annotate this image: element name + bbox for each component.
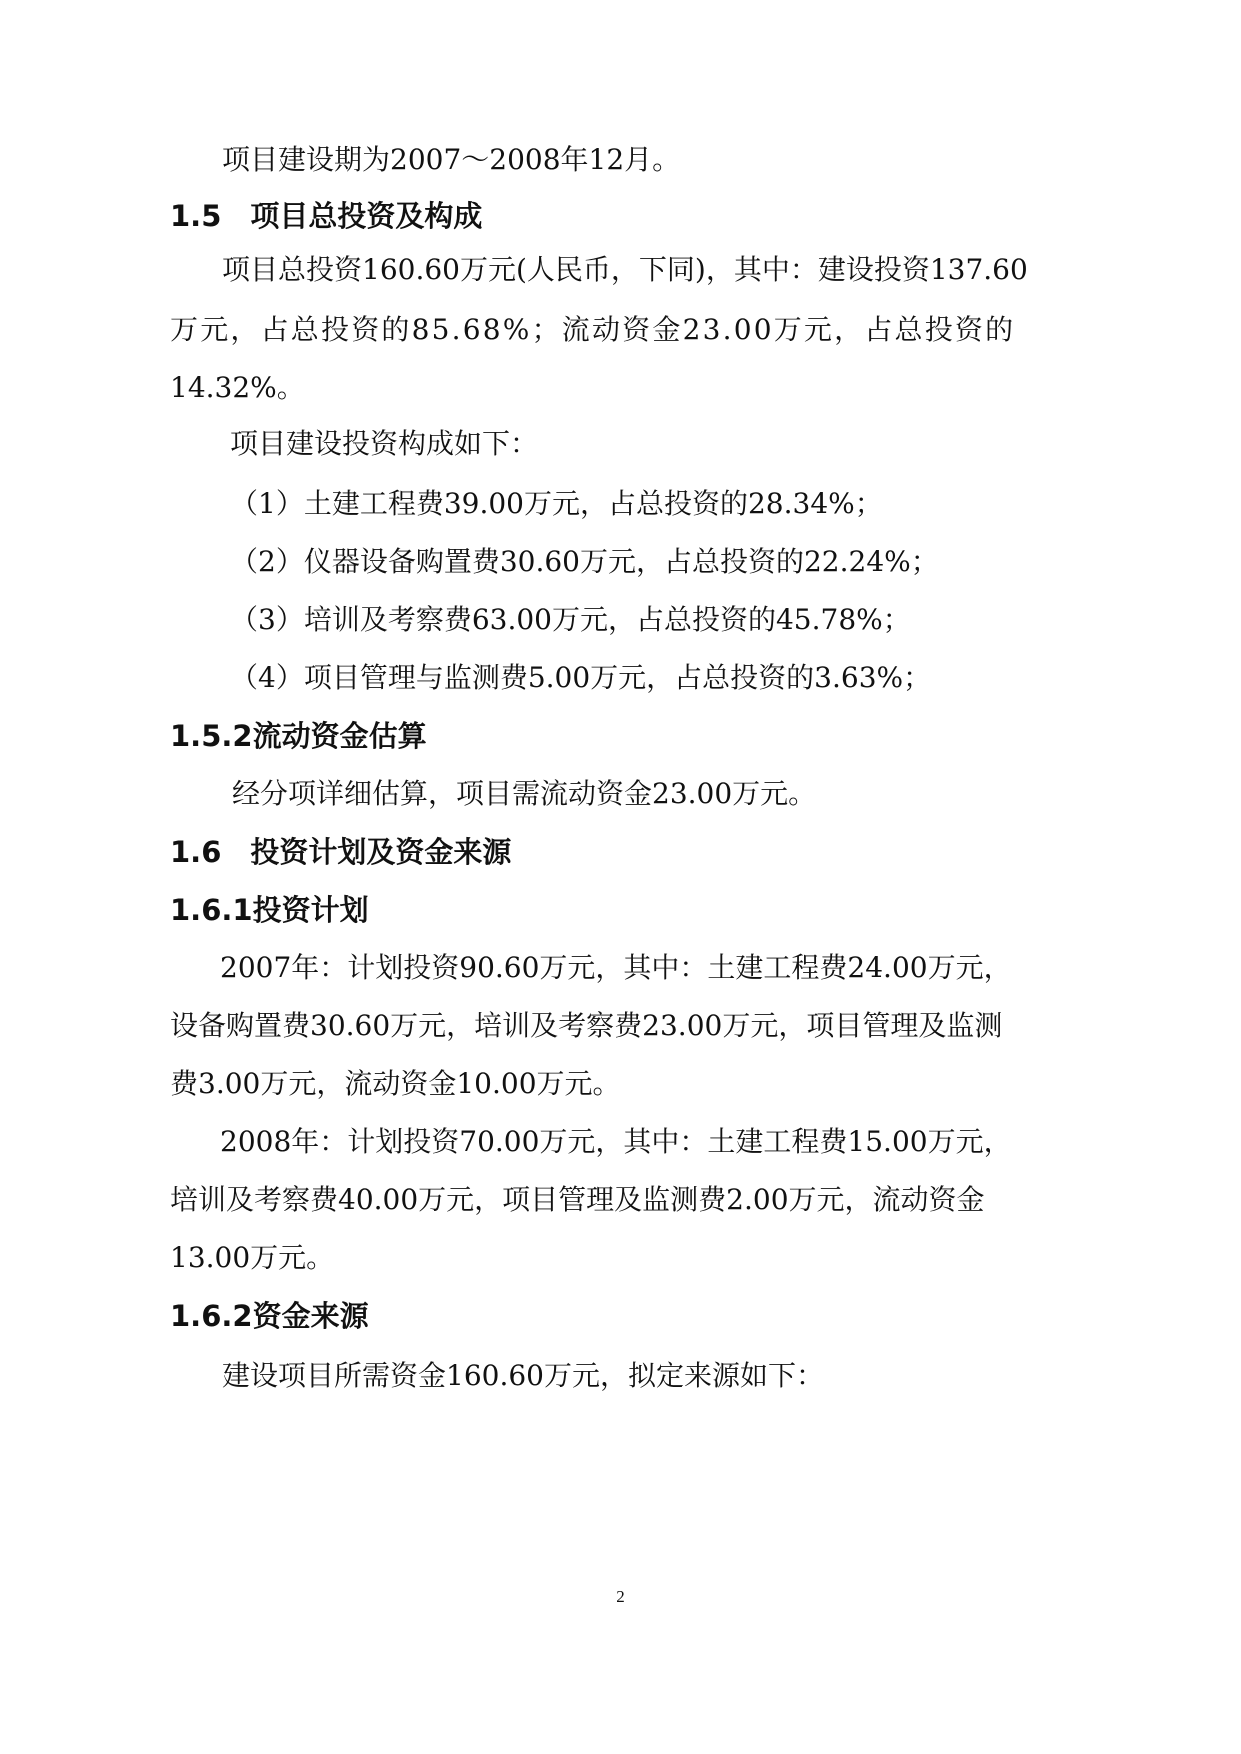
- paragraph-construction-period: 项目建设期为2007～2008年12月。: [222, 143, 681, 176]
- list-item-training: （3）培训及考察费63.00万元，占总投资的45.78%；: [230, 603, 911, 636]
- paragraph-investment-composition: 项目建设投资构成如下：: [230, 427, 539, 460]
- paragraph-working-capital: 经分项详细估算，项目需流动资金23.00万元。: [232, 777, 817, 810]
- paragraph-plan-2008-line-1: 2008年：计划投资70.00万元，其中：土建工程费15.00万元，: [220, 1125, 1012, 1158]
- paragraph-total-investment-line-3: 14.32%。: [170, 371, 305, 404]
- paragraph-plan-2007-line-3: 费3.00万元，流动资金10.00万元。: [170, 1067, 621, 1100]
- list-item-equipment-purchase: （2）仪器设备购置费30.60万元，占总投资的22.24%；: [230, 545, 939, 578]
- section-heading-1-6: 1.6 投资计划及资金来源: [170, 835, 512, 869]
- section-heading-1-5: 1.5 项目总投资及构成: [170, 199, 483, 233]
- paragraph-funding-source: 建设项目所需资金160.60万元，拟定来源如下：: [222, 1359, 824, 1392]
- section-heading-1-6-1: 1.6.1投资计划: [170, 893, 369, 927]
- paragraph-total-investment-line-1: [222, 250, 1028, 290]
- paragraph-text: 项目总投资160.60万元(人民币，下同)，其中：建设投资137.60: [222, 253, 1028, 286]
- paragraph-plan-2008-line-2: 培训及考察费40.00万元，项目管理及监测费2.00万元，流动资金: [170, 1183, 985, 1216]
- list-item-management: （4）项目管理与监测费5.00万元，占总投资的3.63%；: [230, 661, 932, 694]
- paragraph-plan-2007-line-2: 设备购置费30.60万元，培训及考察费23.00万元，项目管理及监测: [170, 1009, 1003, 1042]
- paragraph-total-investment-line-2: 万元，占总投资的85.68%；流动资金23.00万元，占总投资的: [170, 313, 1016, 346]
- paragraph-plan-2007-line-1: 2007年：计划投资90.60万元，其中：土建工程费24.00万元，: [220, 951, 1012, 984]
- list-item-civil-engineering: （1）土建工程费39.00万元，占总投资的28.34%；: [230, 487, 883, 520]
- section-heading-1-5-2: 1.5.2流动资金估算: [170, 719, 427, 753]
- paragraph-plan-2008-line-3: 13.00万元。: [170, 1241, 335, 1274]
- section-heading-1-6-2: 1.6.2资金来源: [170, 1299, 369, 1333]
- page-number: 2: [616, 1587, 625, 1606]
